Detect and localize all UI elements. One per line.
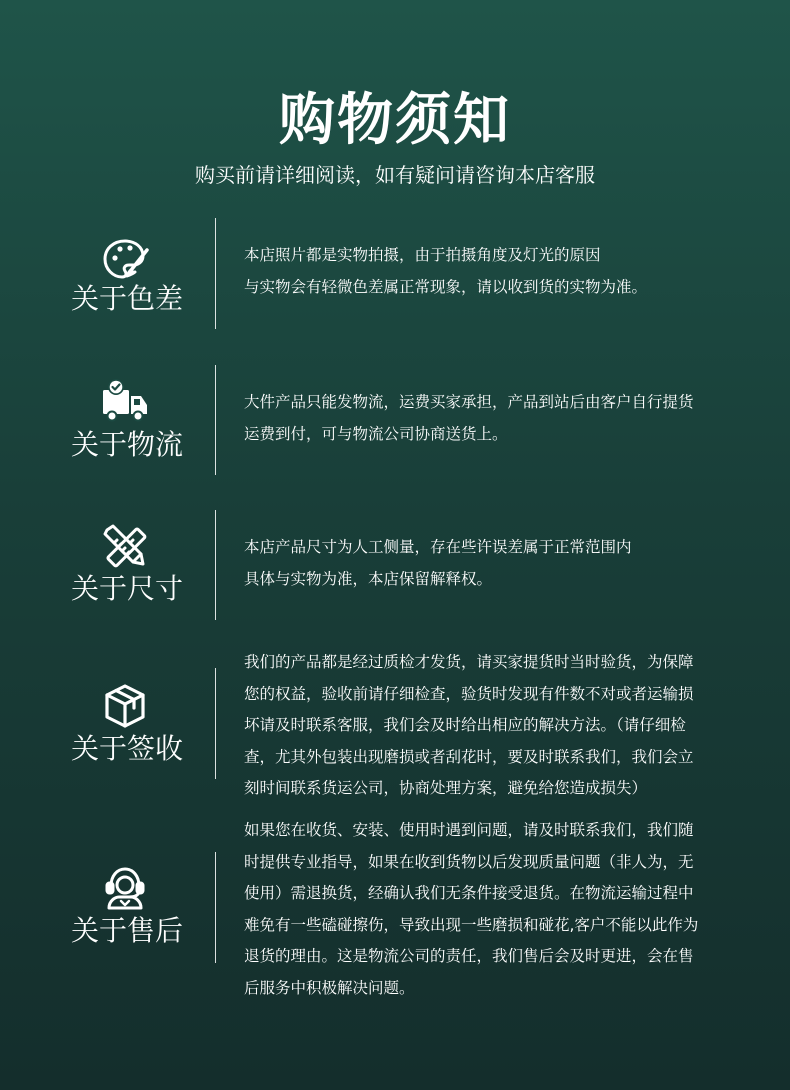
text-line: 时提供专业指导，如果在收到货物以后发现质量问题（非人为，无 (244, 852, 694, 871)
page-subtitle: 购买前请详细阅读，如有疑问请咨询本店客服 (195, 163, 595, 187)
text-line: 本店产品尺寸为人工侧量，存在些许误差属于正常范围内 (244, 538, 632, 556)
text-line: 如果您在收货、安装、使用时遇到问题，请及时联系我们，我们随 (244, 821, 694, 839)
text-line: 退货的理由。这是物流公司的责任，我们售后会及时更进，会在售 (244, 947, 694, 965)
text-line: 使用）需退换货，经确认我们无条件接受退货。在物流运输过程中 (244, 884, 694, 902)
section-label: 关于物流 (70, 428, 183, 461)
page-title: 购物须知 (279, 88, 511, 153)
text-line: 您的权益，验收前请仔细检查，验货时发现有件数不对或者运输损 (244, 684, 694, 703)
text-line: 我们的产品都是经过质检才发货，请买家提货时当时验货，为保障 (244, 653, 694, 671)
section-text (244, 815, 734, 1004)
section-label: 关于色差 (70, 282, 183, 315)
section-text (244, 240, 734, 303)
delivery-truck-icon (101, 378, 149, 426)
text-line: 后服务中积极解决问题。 (244, 978, 415, 997)
package-box-icon (101, 682, 149, 730)
section-label: 关于售后 (70, 914, 183, 947)
text-line: 查，尤其外包装出现磨损或者刮花时，要及时联系我们，我们会立 (244, 747, 694, 766)
text-line: 刻时间联系货运公司，协商处理方案，避免给您造成损失） (244, 779, 648, 797)
vertical-divider (215, 668, 216, 779)
customer-service-headset-icon (101, 864, 149, 912)
text-line: 与实物会有轻微色差属正常现象，请以收到货的实物为准。 (244, 277, 648, 296)
section-text (244, 647, 734, 805)
section-label: 关于尺寸 (70, 572, 183, 605)
section-text (244, 387, 734, 450)
section-label: 关于签收 (70, 732, 183, 765)
vertical-divider (215, 218, 216, 329)
text-line: 坏请及时联系客服，我们会及时给出相应的解决方法。（请仔细检 (244, 716, 686, 734)
text-line: 本店照片都是实物拍摄，由于拍摄角度及灯光的原因 (244, 246, 601, 264)
vertical-divider (215, 852, 216, 963)
vertical-divider (215, 510, 216, 620)
vertical-divider (215, 365, 216, 475)
ruler-pencil-icon (101, 522, 149, 570)
text-line: 难免有一些磕碰擦伤，导致出现一些磨损和碰花,客户不能以此作为 (244, 915, 699, 934)
text-line: 大件产品只能发物流，运费买家承担，产品到站后由客户自行提货 (244, 393, 694, 411)
section-text (244, 532, 734, 595)
text-line: 运费到付，可与物流公司协商送货上。 (244, 424, 508, 443)
palette-icon (101, 236, 149, 284)
text-line: 具体与实物为准，本店保留解释权。 (244, 569, 493, 588)
